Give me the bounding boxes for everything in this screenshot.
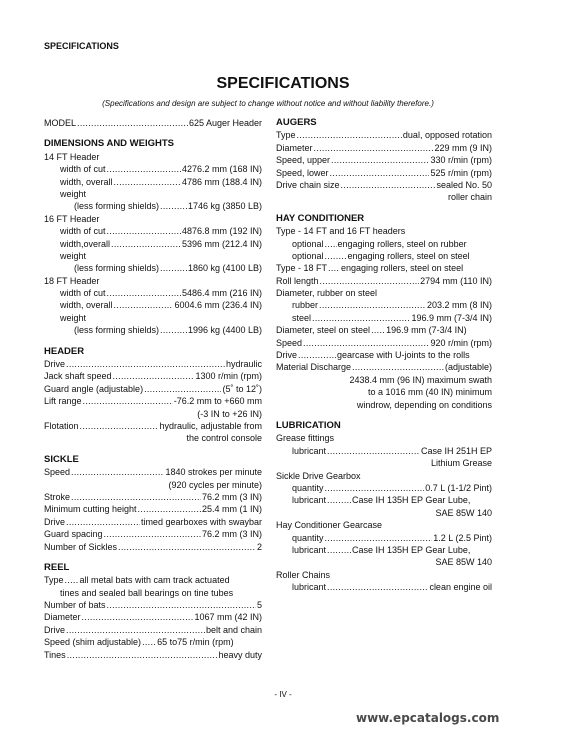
spec-row: Stroke ..... 76.2 mm (3 IN) — [44, 491, 262, 503]
spec-row: Guard angle (adjustable) ..... (5˚ to 12˚) — [44, 383, 262, 395]
spec-row: width of cut ..... 4876.8 mm (192 IN) — [44, 225, 262, 237]
spec-row: Material Discharge ..... (adjustable) — [276, 361, 492, 373]
spec-row: Flotation ..... hydraulic, adjustable from — [44, 420, 262, 432]
spec-row: Roll length ..... 2794 mm (110 IN) — [276, 275, 492, 287]
spec-row: Drive ..... hydraulic — [44, 358, 262, 370]
page-title: SPECIFICATIONS — [216, 75, 350, 92]
spec-row: lubricant ..... Case IH 135H EP Gear Lube, — [276, 494, 492, 506]
spec-label: Grease fittings — [276, 433, 335, 444]
left-column — [44, 117, 262, 661]
spec-continuation: roller chain — [447, 192, 492, 203]
spec-row: Diameter ..... 1067 mm (42 IN) — [44, 611, 262, 623]
spec-row: Speed, upper ..... 330 r/min (rpm) — [276, 154, 492, 166]
spec-label: Type - 14 FT and 16 FT headers — [276, 226, 406, 237]
spec-row: width of cut ..... 5486.4 mm (216 IN) — [44, 287, 262, 299]
spec-row: (less forming shields) ..... 1860 kg (4100 LB) — [44, 262, 262, 274]
spec-row: Drive chain size ..... sealed No. 50 — [276, 179, 492, 191]
model-value: 625 Auger Header — [188, 118, 262, 128]
spec-row: (less forming shields) ..... 1996 kg (4400 LB) — [44, 324, 262, 336]
right-column — [276, 117, 492, 593]
header-heading: HEADER — [44, 345, 85, 357]
page-number: - IV - — [274, 690, 292, 699]
spec-row: Speed, lower ..... 525 r/min (rpm) — [276, 167, 492, 179]
spec-continuation: SAE 85W 140 — [435, 557, 492, 568]
spec-row: Type ..... all metal bats with cam track actuated — [44, 574, 262, 586]
spec-label: Roller Chains — [276, 569, 331, 580]
spec-continuation: windrow, depending on conditions — [356, 399, 492, 410]
spec-continuation: 2438.4 mm (96 IN) maximum swath — [349, 374, 492, 385]
spec-row: Tines ..... heavy duty — [44, 649, 262, 661]
spec-row: Diameter ..... 229 mm (9 IN) — [276, 142, 492, 154]
spec-continuation: to a 1016 mm (40 IN) minimum — [367, 387, 492, 398]
header-16ft-title: 16 FT Header — [44, 213, 100, 224]
header-14ft-title: 14 FT Header — [44, 151, 100, 162]
spec-row: rubber ..... 203.2 mm (8 IN) — [276, 299, 492, 311]
reel-heading: REEL — [44, 561, 70, 573]
spec-row: Lift range ..... -76.2 mm to +660 mm — [44, 395, 262, 407]
spec-row: quantity ..... 1.2 L (2.5 Pint) — [276, 532, 492, 544]
spec-row: Type ..... dual, opposed rotation — [276, 129, 492, 141]
spec-label: Diameter, rubber on steel — [276, 288, 378, 299]
spec-label: weight — [60, 250, 87, 261]
spec-row: Diameter, steel on steel ..... 196.9 mm (7-3/4 IN) — [276, 324, 492, 336]
spec-row: Type - 18 FT ..... engaging rollers, steel on steel — [276, 262, 492, 274]
dimensions-heading: DIMENSIONS AND WEIGHTS — [44, 138, 175, 150]
spec-row: lubricant ..... clean engine oil — [276, 581, 492, 593]
spec-row: steel ..... 196.9 mm (7-3/4 IN) — [276, 312, 492, 324]
spec-label: Hay Conditioner Gearcase — [276, 520, 383, 531]
spec-row: width, overall ..... 4786 mm (188.4 IN) — [44, 176, 262, 188]
spec-row: Guard spacing ..... 76.2 mm (3 IN) — [44, 528, 262, 540]
spec-label: weight — [60, 312, 87, 323]
spec-row: width,overall ..... 5396 mm (212.4 IN) — [44, 238, 262, 250]
spec-row: Jack shaft speed ..... 1300 r/min (rpm) — [44, 370, 262, 382]
spec-continuation: Lithium Grease — [430, 458, 492, 469]
spec-row: Speed (shim adjustable) ..... 65 to75 r/min (rpm) — [44, 636, 262, 648]
spec-row: Speed ..... 920 r/min (rpm) — [276, 337, 492, 349]
spec-continuation: tines and sealed ball bearings on tine tubes — [60, 587, 234, 598]
spec-row: lubricant ..... Case IH 251H EP — [276, 445, 492, 457]
lubrication-heading: LUBRICATION — [276, 419, 341, 431]
spec-row: Drive ..... belt and chain — [44, 624, 262, 636]
spec-row: optional ..... engaging rollers, steel on steel — [276, 250, 492, 262]
hay-conditioner-heading: HAY CONDITIONER — [276, 212, 365, 224]
spec-row: Minimum cutting height ..... 25.4 mm (1 IN) — [44, 503, 262, 515]
spec-row: Speed ..... 1840 strokes per minute — [44, 466, 262, 478]
spec-row: width of cut ..... 4276.2 mm (168 IN) — [44, 163, 262, 175]
spec-label: weight — [60, 188, 87, 199]
model-row: MODEL ..... 625 Auger Header — [44, 117, 262, 129]
running-title: SPECIFICATIONS — [44, 41, 119, 51]
page-subtitle: (Specifications and design are subject to change without notice and without liability therefore.) — [102, 99, 434, 108]
spec-label: Sickle Drive Gearbox — [276, 470, 361, 481]
spec-row: lubricant ..... Case IH 135H EP Gear Lube, — [276, 544, 492, 556]
header-18ft-title: 18 FT Header — [44, 275, 100, 286]
sickle-heading: SICKLE — [44, 453, 79, 465]
spec-row: Drive ..... gearcase with U-joints to the rolls — [276, 349, 492, 361]
spec-row: Number of bats ..... 5 — [44, 599, 262, 611]
spec-continuation: (-3 IN to +26 IN) — [197, 408, 262, 419]
spec-continuation: SAE 85W 140 — [435, 507, 492, 518]
spec-row: Number of Sickles ..... 2 — [44, 541, 262, 553]
augers-heading: AUGERS — [276, 117, 317, 128]
spec-row: Drive ..... timed gearboxes with swaybar — [44, 516, 262, 528]
spec-continuation: the control console — [186, 433, 262, 444]
spec-row: (less forming shields) ..... 1746 kg (3850 LB) — [44, 200, 262, 212]
spec-row: quantity ..... 0.7 L (1-1/2 Pint) — [276, 482, 492, 494]
watermark: www.epcatalogs.com — [356, 711, 500, 725]
spec-row: width, overall ..... 6004.6 mm (236.4 IN) — [44, 299, 262, 311]
spec-row: optional ..... engaging rollers, steel on rubber — [276, 238, 492, 250]
spec-continuation: (920 cycles per minute) — [168, 479, 262, 490]
